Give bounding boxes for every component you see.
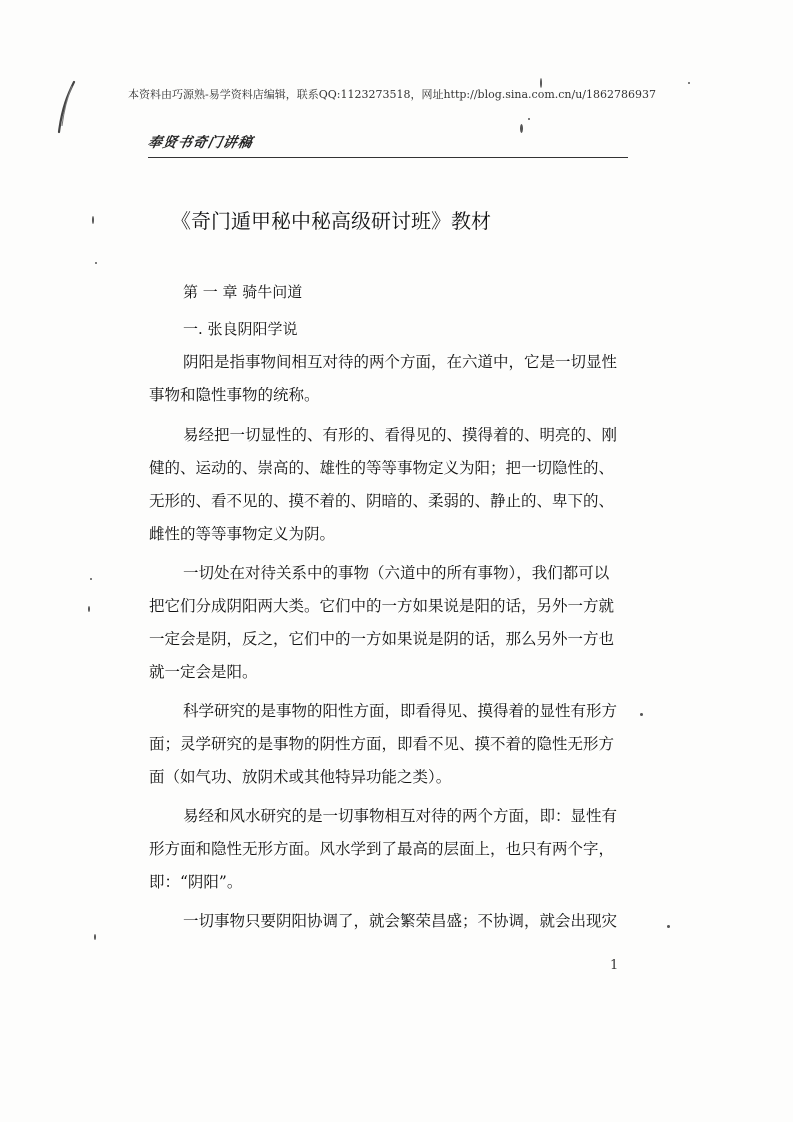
running-header: 奉贤书奇门讲稿 (146, 135, 255, 151)
body-line: 面；灵学研究的是事物的阴性方面，即看不见、摸不着的隐性无形方 (149, 735, 615, 753)
body-line: 易经和风水研究的是一切事物相互对待的两个方面，即：显性有 (183, 807, 618, 825)
body-line: 无形的、看不见的、摸不着的、阴暗的、柔弱的、静止的、卑下的、 (149, 492, 615, 510)
body-line: 把它们分成阴阳两大类。它们中的一方如果说是阳的话，另外一方就 (149, 597, 615, 615)
body-line: 面（如气功、放阴术或其他特异功能之类）。 (149, 768, 452, 786)
scan-speck (540, 78, 542, 88)
body-line: 一切处在对待关系中的事物（六道中的所有事物），我们都可以 (183, 564, 610, 582)
body-line: 即：“阴阳”。 (149, 873, 243, 891)
chapter-heading: 第 一 章 骑牛问道 (183, 283, 303, 301)
body-line: 健的、运动的、崇高的、雄性的等等事物定义为阳；把一切隐性的、 (149, 459, 615, 477)
body-line: 雌性的等等事物定义为阴。 (149, 525, 336, 543)
body-line: 事物和隐性事物的统称。 (149, 386, 320, 404)
scan-speck (88, 606, 90, 612)
body-line: 阴阳是指事物间相互对待的两个方面，在六道中，它是一切显性 (183, 353, 618, 371)
scan-speck (688, 82, 690, 84)
scan-speck (667, 925, 670, 928)
body-line: 形方面和隐性无形方面。风水学到了最高的层面上，也只有两个字， (149, 840, 615, 858)
section-heading: 一. 张良阴阳学说 (183, 320, 298, 338)
page-number: 1 (610, 958, 619, 973)
scan-speck (640, 713, 643, 716)
scan-speck (528, 118, 530, 120)
body-line: 就一定会是阳。 (149, 663, 258, 681)
scan-speck (520, 124, 523, 133)
body-line: 科学研究的是事物的阳性方面，即看得见、摸得着的显性有形方 (183, 702, 618, 720)
scan-speck (95, 262, 97, 264)
scan-speck (90, 578, 92, 580)
header-rule (148, 157, 628, 158)
body-line: 一定会是阴，反之，它们中的一方如果说是阴的话，那么另外一方也 (149, 630, 615, 648)
scan-speck (92, 216, 94, 224)
document-title: 《奇门遁甲秘中秘高级研讨班》教材 (171, 209, 491, 233)
body-line: 一切事物只要阴阳协调了，就会繁荣昌盛；不协调，就会出现灾 (183, 912, 618, 930)
watermark-text: 本资料由巧源熟-易学资料店编辑，联系QQ:1123273518，网址http://blog.sina.com.cn/u/1862786937 (128, 88, 656, 101)
scan-speck (94, 934, 96, 940)
scan-artifact-mark (56, 80, 78, 136)
body-line: 易经把一切显性的、有形的、看得见的、摸得着的、明亮的、刚 (183, 426, 618, 444)
